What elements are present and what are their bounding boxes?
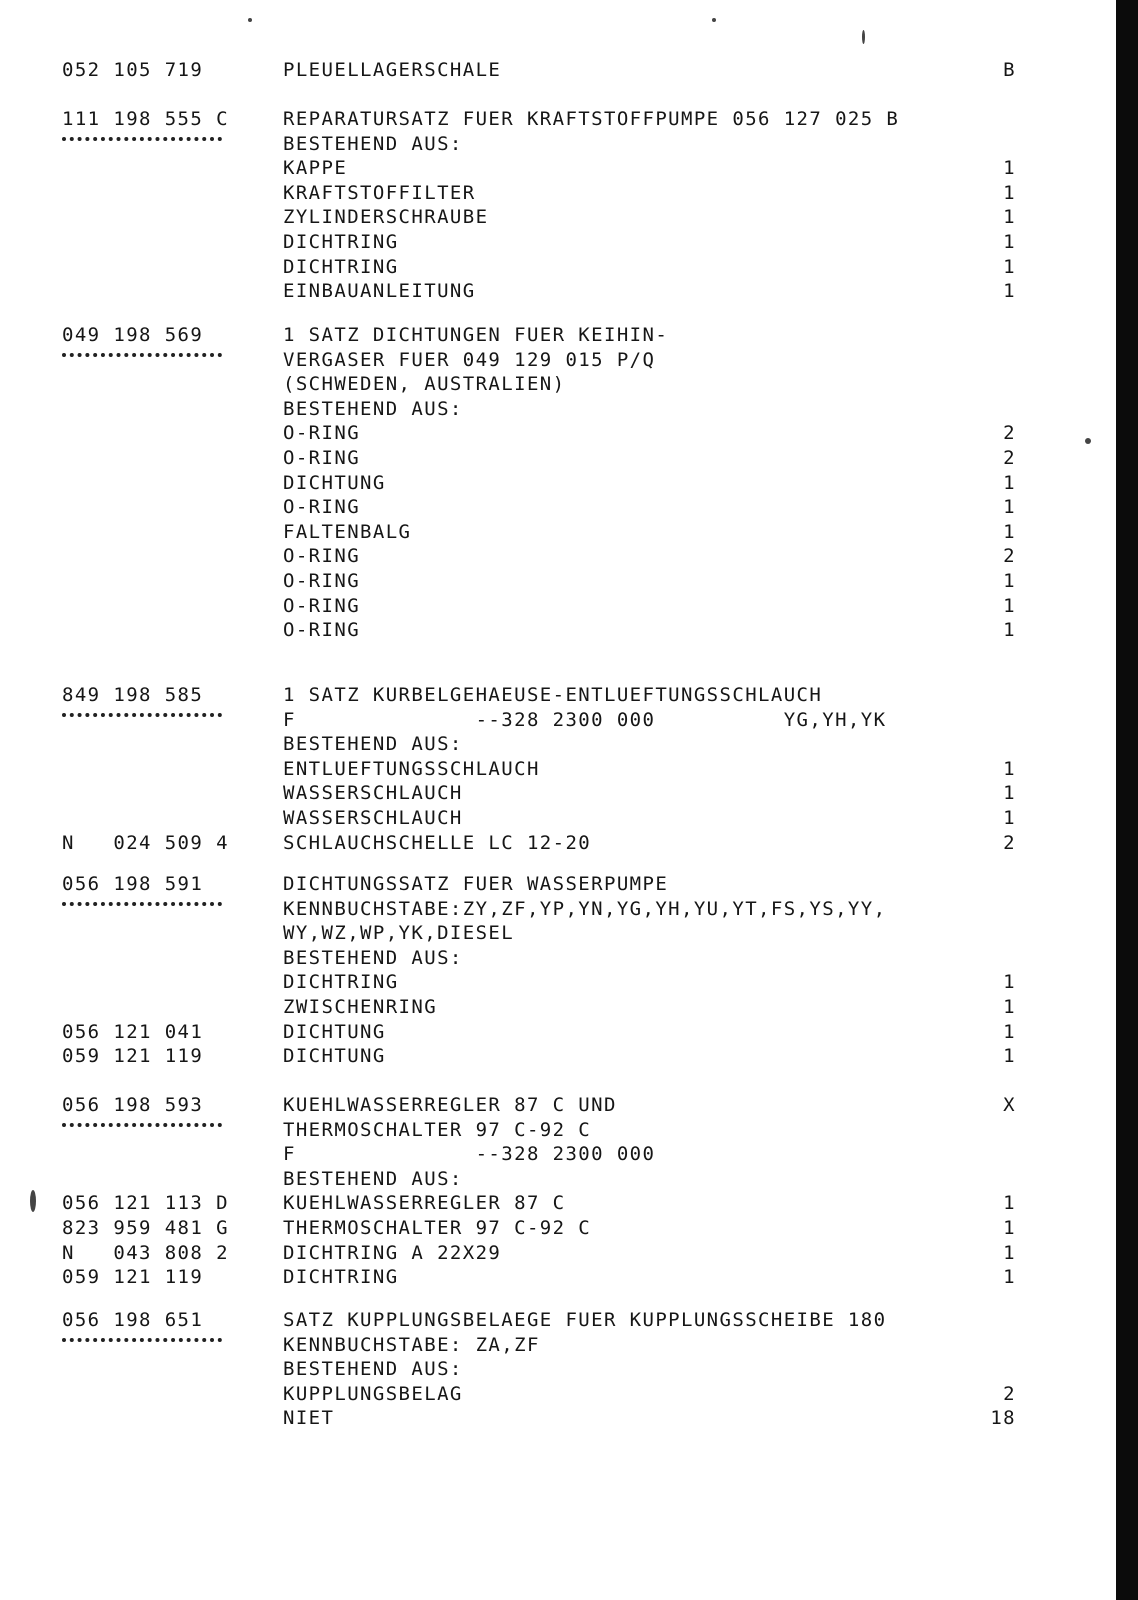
line-quantity: 1 (1003, 782, 1016, 805)
line-quantity: 1 (1003, 231, 1016, 253)
group-part-number: 111 198 555 C (62, 108, 229, 130)
line-description: O-RING (283, 545, 361, 568)
line-description: DICHTUNG (283, 1020, 386, 1043)
scan-speck (862, 30, 865, 44)
line-description: ZWISCHENRING (283, 996, 438, 1018)
line-quantity: 1 (1003, 807, 1016, 829)
line-description: F --328 2300 000 (283, 1143, 656, 1166)
line-description: REPARATURSATZ FUER KRAFTSTOFFPUMPE 056 127 025 B (283, 108, 900, 130)
line-quantity: 1 (1003, 594, 1016, 617)
line-quantity: 1 (1003, 1241, 1016, 1264)
line-description: BESTEHEND AUS: (283, 132, 463, 155)
line-description: 1 SATZ DICHTUNGEN FUER KEIHIN- (283, 324, 669, 346)
line-description: FALTENBALG (283, 520, 412, 543)
line-description: DICHTRING A 22X29 (283, 1241, 502, 1264)
line-description: BESTEHEND AUS: (283, 733, 463, 756)
part-number-underline (62, 1123, 222, 1127)
line-description: BESTEHEND AUS: (283, 1167, 463, 1190)
line-description: O-RING (283, 496, 361, 519)
line-part-number: 059 121 119 (62, 1045, 204, 1068)
line-description: ENTLUEFTUNGSSCHLAUCH (283, 757, 540, 780)
line-quantity: 2 (1003, 422, 1016, 445)
line-quantity: 2 (1003, 545, 1016, 568)
scan-speck (30, 1190, 36, 1212)
line-description: KUEHLWASSERREGLER 87 C (283, 1192, 566, 1215)
line-description: WASSERSCHLAUCH (283, 782, 463, 805)
line-description: DICHTUNGSSATZ FUER WASSERPUMPE (283, 873, 669, 895)
line-description: KUPPLUNGSBELAG (283, 1382, 463, 1405)
line-quantity: 1 (1003, 206, 1016, 229)
line-part-number: 059 121 119 (62, 1266, 204, 1289)
line-quantity: 1 (1003, 1266, 1016, 1289)
line-quantity: X (1003, 1094, 1016, 1116)
line-description: WASSERSCHLAUCH (283, 807, 463, 829)
line-description: O-RING (283, 594, 361, 617)
line-description: KENNBUCHSTABE:ZY,ZF,YP,YN,YG,YH,YU,YT,FS,YS,YY, (283, 897, 887, 920)
part-number-underline (62, 353, 222, 357)
line-quantity: 1 (1003, 570, 1016, 592)
line-quantity: 1 (1003, 757, 1016, 780)
line-description: THERMOSCHALTER 97 C-92 C (283, 1118, 592, 1141)
line-description: PLEUELLAGERSCHALE (283, 59, 502, 81)
scan-speck (712, 18, 716, 22)
line-quantity: B (1003, 59, 1016, 81)
group-part-number: 056 198 593 (62, 1094, 204, 1116)
group-part-number: 049 198 569 (62, 324, 204, 346)
line-description: DICHTRING (283, 255, 399, 278)
line-part-number: N 024 509 4 (62, 831, 229, 854)
line-quantity: 1 (1003, 157, 1016, 180)
line-quantity: 1 (1003, 280, 1016, 303)
line-quantity: 1 (1003, 471, 1016, 494)
scan-speck (248, 18, 252, 22)
line-description: ZYLINDERSCHRAUBE (283, 206, 489, 229)
line-description: KRAFTSTOFFILTER (283, 181, 476, 204)
line-part-number: 056 121 113 D (62, 1192, 229, 1215)
scan-edge-shadow (1116, 0, 1138, 1600)
line-part-number: 823 959 481 G (62, 1217, 229, 1239)
line-quantity: 1 (1003, 255, 1016, 278)
line-description: 1 SATZ KURBELGEHAEUSE-ENTLUEFTUNGSSCHLAUCH (283, 684, 823, 706)
line-description: THERMOSCHALTER 97 C-92 C (283, 1217, 592, 1239)
line-description: WY,WZ,WP,YK,DIESEL (283, 922, 515, 945)
line-quantity: 1 (1003, 496, 1016, 519)
line-description: KAPPE (283, 157, 348, 180)
line-part-number: 056 121 041 (62, 1020, 204, 1043)
line-description: DICHTRING (283, 231, 399, 253)
line-description: KUEHLWASSERREGLER 87 C UND (283, 1094, 617, 1116)
line-quantity: 2 (1003, 1382, 1016, 1405)
line-quantity: 1 (1003, 619, 1016, 642)
line-quantity: 1 (1003, 181, 1016, 204)
line-description: SATZ KUPPLUNGSBELAEGE FUER KUPPLUNGSSCHEIBE 180 (283, 1309, 887, 1331)
line-quantity: 1 (1003, 1045, 1016, 1068)
line-description: DICHTUNG (283, 471, 386, 494)
line-description: DICHTRING (283, 1266, 399, 1289)
line-description: KENNBUCHSTABE: ZA,ZF (283, 1333, 540, 1356)
part-number-underline (62, 1338, 222, 1342)
line-description: O-RING (283, 447, 361, 469)
line-description: BESTEHEND AUS: (283, 1358, 463, 1381)
line-part-number: N 043 808 2 (62, 1241, 229, 1264)
line-quantity: 1 (1003, 1020, 1016, 1043)
line-quantity: 2 (1003, 447, 1016, 469)
line-quantity: 1 (1003, 520, 1016, 543)
part-number-underline (62, 902, 222, 906)
line-description: O-RING (283, 422, 361, 445)
line-quantity: 1 (1003, 996, 1016, 1018)
group-part-number: 056 198 651 (62, 1309, 204, 1331)
group-part-number: 056 198 591 (62, 873, 204, 895)
line-quantity: 1 (1003, 971, 1016, 994)
line-description: VERGASER FUER 049 129 015 P/Q (283, 348, 656, 371)
line-quantity: 1 (1003, 1217, 1016, 1239)
line-description: BESTEHEND AUS: (283, 946, 463, 969)
line-quantity: 2 (1003, 831, 1016, 854)
line-description: SCHLAUCHSCHELLE LC 12-20 (283, 831, 592, 854)
line-description: O-RING (283, 619, 361, 642)
line-description: DICHTUNG (283, 1045, 386, 1068)
part-number-underline (62, 713, 222, 717)
part-number-underline (62, 137, 222, 141)
group-part-number: 052 105 719 (62, 59, 204, 81)
scan-speck (1085, 438, 1091, 444)
line-description: BESTEHEND AUS: (283, 397, 463, 420)
line-description: O-RING (283, 570, 361, 592)
group-part-number: 849 198 585 (62, 684, 204, 706)
line-quantity: 18 (990, 1407, 1016, 1430)
line-description: DICHTRING (283, 971, 399, 994)
line-description: F --328 2300 000 YG,YH,YK (283, 708, 887, 731)
line-description: (SCHWEDEN, AUSTRALIEN) (283, 373, 566, 396)
line-description: EINBAUANLEITUNG (283, 280, 476, 303)
line-description: NIET (283, 1407, 335, 1430)
line-quantity: 1 (1003, 1192, 1016, 1215)
